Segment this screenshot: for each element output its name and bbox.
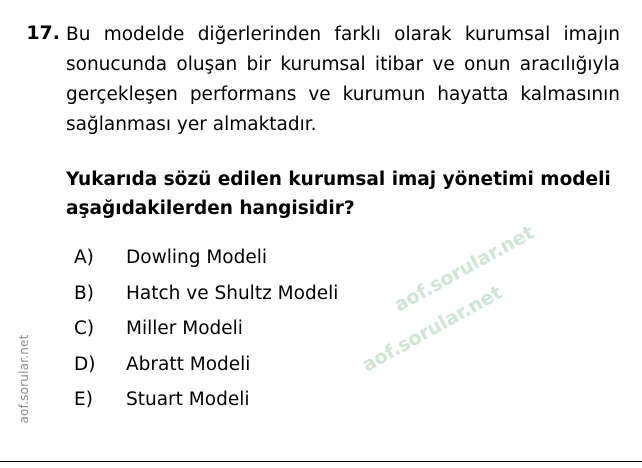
option-letter: D)	[74, 353, 96, 375]
option-letter: C)	[74, 318, 95, 340]
list-item[interactable]	[74, 249, 620, 268]
option-letter: E)	[74, 389, 93, 411]
list-item[interactable]	[74, 391, 620, 410]
list-item[interactable]	[74, 353, 620, 375]
watermark-diagonal-bottom: aof.sorular.net	[358, 281, 506, 377]
watermark-diagonal-top: aof.sorular.net	[390, 221, 538, 317]
option-text: Abratt Modeli	[126, 353, 251, 375]
list-item[interactable]	[74, 320, 620, 339]
question-body	[66, 20, 620, 427]
option-letter: A)	[74, 247, 94, 269]
option-text: Dowling Modeli	[126, 247, 268, 269]
option-letter: B)	[74, 282, 94, 304]
answer-options-list	[74, 249, 620, 410]
list-item[interactable]	[74, 282, 620, 304]
footer-divider	[0, 461, 642, 462]
vertical-watermark-text: aof.sorular.net	[17, 334, 31, 424]
question-prompt: Yukarıda sözü edilen kurumsal imaj yönetimi modeli aşağıdakilerden hangisidir?	[66, 168, 611, 219]
option-text: Hatch ve Shultz Modeli	[126, 282, 339, 304]
left-watermark-strip	[0, 0, 30, 468]
question-number: 17.	[26, 22, 60, 44]
option-text: Miller Modeli	[126, 318, 243, 340]
question-stem: Bu modelde diğerlerinden farklı olarak kurumsal imajın sonucunda oluşan bir kurumsal itibar ve onun aracılığıyla gerçekleşen performans ve kurumun hayatta kalmasının sağlanması yer almaktadır.	[66, 24, 620, 135]
option-text: Stuart Modeli	[126, 389, 250, 411]
